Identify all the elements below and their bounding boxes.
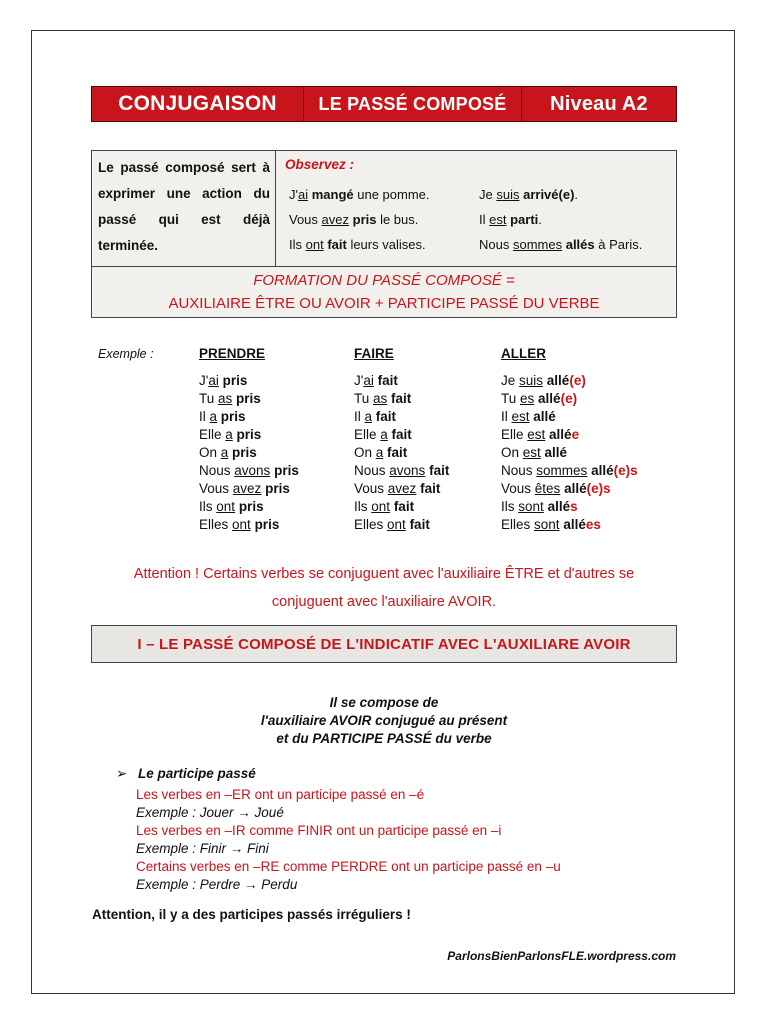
conjugation-row — [199, 408, 299, 426]
participle: pris — [220, 409, 246, 424]
participle: allé — [563, 517, 586, 532]
participle: fait — [420, 481, 441, 496]
example-subject: Je — [479, 187, 497, 202]
participe-rule-line: Certains verbes en –RE comme PERDRE ont un participe passé en –u — [136, 859, 561, 874]
auxiliary: est — [522, 445, 541, 460]
auxiliary: as — [373, 391, 388, 406]
conjugation-row — [199, 516, 299, 534]
pronoun: Nous — [501, 463, 537, 478]
observez-example — [479, 237, 642, 252]
agreement-ending: (e)s — [586, 481, 611, 496]
compose-line-3: et du PARTICIPE PASSÉ du verbe — [276, 731, 492, 746]
pronoun: Elle — [354, 427, 381, 442]
conjugation-row — [501, 480, 638, 498]
participe-title: Le participe passé — [138, 766, 256, 781]
participle: fait — [391, 391, 412, 406]
participle: pris — [274, 463, 299, 478]
conjugation-row — [199, 498, 299, 516]
participle: pris — [222, 373, 248, 388]
example-subject: Il — [479, 212, 490, 227]
pronoun: Nous — [199, 463, 235, 478]
participe-rule-line: Exemple : Finir → Fini — [136, 841, 269, 856]
auxiliary: ai — [208, 373, 219, 388]
example-auxiliary: sommes — [512, 237, 563, 252]
conjugation-row — [501, 498, 638, 516]
participle: allé — [544, 445, 568, 460]
attention-note — [60, 560, 708, 616]
participle: pris — [232, 445, 257, 460]
agreement-ending: e — [571, 427, 580, 442]
example-auxiliary: ont — [305, 237, 324, 252]
agreement-ending: (e) — [560, 391, 578, 406]
pronoun: Tu — [501, 391, 521, 406]
conjugation-row — [199, 462, 299, 480]
pronoun: On — [354, 445, 376, 460]
participle: fait — [375, 409, 397, 424]
example-participle: allés — [565, 237, 595, 252]
example-rest: . — [574, 187, 579, 202]
participle: allé — [538, 391, 561, 406]
verb-column-aller — [501, 346, 638, 534]
conjugation-row — [199, 372, 299, 390]
pronoun: Elle — [199, 427, 226, 442]
conjugation-row — [354, 516, 449, 534]
example-participle: fait — [327, 237, 347, 252]
conjugation-row — [354, 444, 449, 462]
verb-column-prendre — [199, 346, 299, 534]
conjugation-row — [354, 372, 449, 390]
verb-heading-faire: FAIRE — [354, 346, 394, 361]
auxiliary: a — [220, 445, 229, 460]
example-subject: Ils — [289, 237, 306, 252]
banner-conjugaison: CONJUGAISON — [92, 87, 304, 121]
conjugation-row — [199, 444, 299, 462]
participe-section — [116, 766, 561, 894]
participle: fait — [429, 463, 450, 478]
conjugation-row — [501, 444, 638, 462]
pronoun: Elles — [354, 517, 388, 532]
pronoun: On — [501, 445, 523, 460]
pronoun: Elles — [199, 517, 233, 532]
example-auxiliary: ai — [297, 187, 309, 202]
participle: allé — [564, 481, 587, 496]
conjugation-row — [354, 426, 449, 444]
auxiliary: as — [218, 391, 233, 406]
auxiliary: es — [520, 391, 535, 406]
pronoun: Elles — [501, 517, 535, 532]
agreement-ending: (e)s — [613, 463, 638, 478]
banner-topic: LE PASSÉ COMPOSÉ — [304, 87, 522, 121]
conjugation-row — [354, 390, 449, 408]
auxiliary: êtes — [534, 481, 561, 496]
participle: pris — [236, 391, 261, 406]
conjugation-row — [199, 426, 299, 444]
auxiliary: ont — [216, 499, 236, 514]
auxiliary: est — [527, 427, 546, 442]
observez-example — [479, 187, 578, 202]
agreement-ending: es — [585, 517, 601, 532]
auxiliary: a — [375, 445, 384, 460]
participle: fait — [391, 427, 412, 442]
observez-example — [479, 212, 542, 227]
pronoun: Ils — [199, 499, 217, 514]
pronoun: Il — [501, 409, 512, 424]
auxiliary: avez — [387, 481, 417, 496]
verb-heading-prendre: PRENDRE — [199, 346, 266, 361]
participle: fait — [393, 499, 415, 514]
compose-line-1: Il se compose de — [329, 695, 439, 710]
example-auxiliary: est — [489, 212, 507, 227]
example-subject: J' — [289, 187, 298, 202]
pronoun: Il — [354, 409, 365, 424]
auxiliary: avons — [234, 463, 271, 478]
auxiliary: a — [209, 409, 218, 424]
example-participle: pris — [352, 212, 377, 227]
pronoun: Tu — [199, 391, 219, 406]
auxiliary: ai — [363, 373, 374, 388]
example-rest: leurs valises. — [346, 237, 426, 252]
definition-text: Le passé composé sert à exprimer une action du passé qui est déjà terminée. — [92, 151, 276, 266]
participle: pris — [265, 481, 290, 496]
participle: allé — [591, 463, 614, 478]
example-subject: Nous — [479, 237, 513, 252]
pronoun: Ils — [501, 499, 519, 514]
formation-rule — [92, 269, 676, 315]
example-participle: mangé — [311, 187, 354, 202]
arrow-bullet-icon: ➢ — [116, 766, 128, 781]
auxiliary: a — [225, 427, 233, 442]
pronoun: Ils — [354, 499, 372, 514]
compose-line-2: l'auxiliaire AVOIR conjugué au présent — [260, 713, 508, 728]
participle: pris — [238, 499, 264, 514]
title-banner — [91, 86, 677, 122]
intro-box — [91, 150, 677, 318]
conjugation-row — [501, 516, 638, 534]
irregular-note: Attention, il y a des participes passés irréguliers ! — [92, 907, 411, 922]
participle: fait — [409, 517, 430, 532]
conjugation-row — [199, 390, 299, 408]
pronoun: Tu — [354, 391, 374, 406]
example-participle: parti — [510, 212, 539, 227]
auxiliary: est — [511, 409, 530, 424]
auxiliary: sont — [534, 517, 560, 532]
pronoun: Vous — [501, 481, 535, 496]
verb-column-faire — [354, 346, 449, 534]
example-rest: à Paris. — [594, 237, 643, 252]
participle: pris — [236, 427, 262, 442]
participe-rule-line: Exemple : Jouer → Joué — [136, 805, 284, 820]
example-auxiliary: avez — [321, 212, 349, 227]
observez-example — [289, 237, 426, 252]
conjugation-row — [501, 426, 638, 444]
conjugation-row — [354, 408, 449, 426]
observez-label: Observez : — [285, 157, 355, 172]
auxiliary: ont — [387, 517, 406, 532]
auxiliary: sont — [518, 499, 544, 514]
pronoun: J' — [199, 373, 209, 388]
formation-title: FORMATION DU PASSÉ COMPOSÉ = — [253, 272, 515, 289]
composition-rule — [0, 694, 768, 748]
pronoun: Il — [199, 409, 210, 424]
conjugation-row — [199, 480, 299, 498]
example-subject: Vous — [289, 212, 322, 227]
participe-rule-line: Les verbes en –IR comme FINIR ont un participe passé en –i — [136, 823, 502, 838]
agreement-ending: (e) — [569, 373, 586, 388]
example-auxiliary: suis — [496, 187, 520, 202]
participle: pris — [254, 517, 280, 532]
example-rest: le bus. — [376, 212, 419, 227]
participle: allé — [533, 409, 556, 424]
auxiliary: ont — [232, 517, 251, 532]
example-participle: arrivé(e) — [523, 187, 575, 202]
conjugation-row — [501, 372, 638, 390]
conjugation-row — [354, 480, 449, 498]
pronoun: Vous — [199, 481, 233, 496]
conjugation-row — [501, 408, 638, 426]
divider — [92, 266, 676, 267]
observez-panel — [276, 151, 676, 266]
participle: allé — [546, 373, 570, 388]
auxiliary: avez — [232, 481, 262, 496]
pronoun: Vous — [354, 481, 388, 496]
pronoun: On — [199, 445, 221, 460]
pronoun: J' — [354, 373, 364, 388]
pronoun: Elle — [501, 427, 528, 442]
conjugation-row — [354, 462, 449, 480]
participe-rule-line: Exemple : Perdre → Perdu — [136, 877, 298, 892]
auxiliary: a — [364, 409, 373, 424]
conjugation-row — [354, 498, 449, 516]
auxiliary: sommes — [536, 463, 588, 478]
auxiliary: ont — [371, 499, 391, 514]
auxiliary: suis — [519, 373, 544, 388]
auxiliary: avons — [389, 463, 426, 478]
participe-title-row — [116, 766, 561, 786]
conjugation-row — [501, 390, 638, 408]
participle: fait — [387, 445, 408, 460]
example-rest: . — [538, 212, 542, 227]
section-heading: I – LE PASSÉ COMPOSÉ DE L'INDICATIF AVEC L'AUXILIARE AVOIR — [91, 625, 677, 663]
formation-formula: AUXILIAIRE ÊTRE OU AVOIR + PARTICIPE PASSÉ DU VERBE — [168, 295, 600, 312]
observez-example — [289, 212, 418, 227]
participe-rule-line: Les verbes en –ER ont un participe passé en –é — [136, 787, 425, 802]
banner-level: Niveau A2 — [550, 92, 648, 115]
participle: allé — [549, 427, 572, 442]
observez-example — [289, 187, 430, 202]
attention-line-2: conjuguent avec l'auxiliaire AVOIR. — [271, 594, 497, 610]
participle: allé — [547, 499, 571, 514]
attention-line-1: Attention ! Certains verbes se conjuguent avec l'auxiliaire ÊTRE et d'autres se — [133, 566, 635, 582]
pronoun: Je — [501, 373, 520, 388]
website-credit: ParlonsBienParlonsFLE.wordpress.com — [447, 949, 676, 963]
example-label: Exemple : — [98, 347, 154, 361]
participle: fait — [377, 373, 398, 388]
conjugation-row — [501, 462, 638, 480]
agreement-ending: s — [570, 499, 578, 514]
example-rest: une pomme. — [353, 187, 430, 202]
auxiliary: a — [380, 427, 388, 442]
pronoun: Nous — [354, 463, 390, 478]
verb-heading-aller: ALLER — [501, 346, 546, 361]
